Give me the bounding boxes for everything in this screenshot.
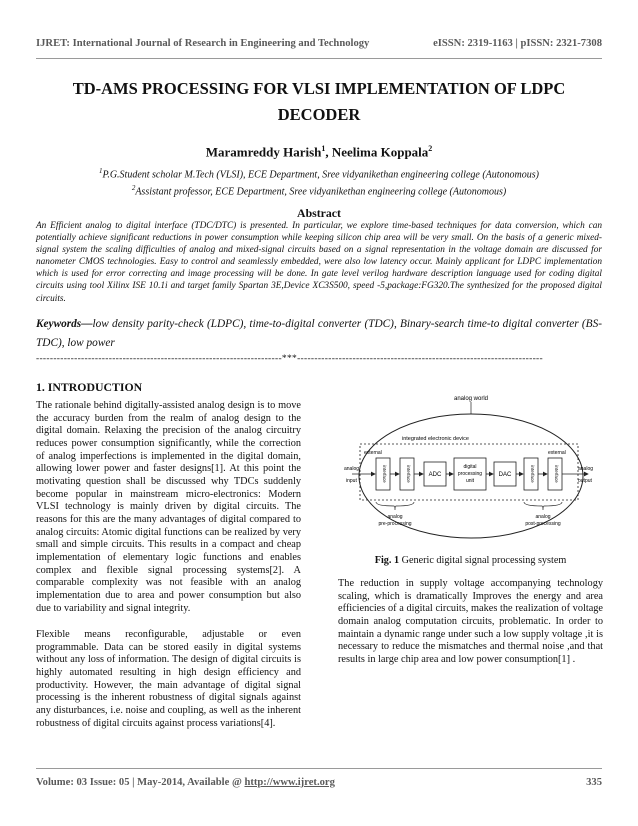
abstract-heading: Abstract bbox=[297, 206, 341, 220]
adc-label: ADC bbox=[428, 472, 442, 478]
journal-header: IJRET: International Journal of Research in Engineering and Technology bbox=[36, 38, 370, 49]
keywords bbox=[36, 315, 602, 353]
affiliation-1-sup: 1 bbox=[99, 167, 103, 175]
issn-header: eISSN: 2319-1163 | pISSN: 2321-7308 bbox=[433, 38, 602, 49]
author-line bbox=[36, 144, 602, 160]
analog-input-label-2: input bbox=[346, 478, 357, 484]
affiliation-1 bbox=[36, 165, 602, 182]
generic-dsp-figure bbox=[338, 392, 603, 544]
integrated-device-label: integrated electronic device bbox=[402, 436, 469, 442]
interface-label-3: interface bbox=[530, 465, 535, 483]
keywords-dash: — bbox=[81, 318, 93, 330]
interface-label-1: interface bbox=[382, 465, 387, 483]
affiliation-1-text: P.G.Student scholar M.Tech (VLSI), ECE Department, Sree vidyanikethan engineering college (Autonomous) bbox=[102, 169, 539, 181]
keywords-text: low density parity-check (LDPC), time-to-digital converter (TDC), Binary-search time-to digital converter (BS-TDC), low power bbox=[36, 318, 602, 349]
affiliation-2 bbox=[36, 182, 602, 199]
dsp-label-1: digital bbox=[463, 464, 477, 470]
footer-volume-text: Volume: 03 Issue: 05 | May-2014, Available @ bbox=[36, 777, 245, 788]
page-number: 335 bbox=[586, 777, 602, 788]
interface-label-4: interface bbox=[554, 465, 559, 483]
intro-paragraph-2: Flexible means reconfigurable, adjustable or even programmable. Data can be stored easily in digital systems without any loss of information. The design of digital circuits is highly automated resulting in high design efficiency and productivity. However, the main advantage of digital signal processing is the inherent robustness of digital signals against any disturbances, i.e. noise and coupling, as well as the inherent robustness of digital circuits against process variations[4]. bbox=[36, 629, 301, 729]
post-processing-brace bbox=[524, 502, 562, 510]
external-label-right: external bbox=[548, 450, 566, 456]
paper-title: TD-AMS PROCESSING FOR VLSI IMPLEMENTATION OF LDPC DECODER bbox=[72, 79, 566, 124]
author-separator: , bbox=[325, 144, 332, 160]
section-divider: -----------------------------------------------------------------------***----------------------------------------------------------------------- bbox=[36, 354, 543, 364]
journal-url-link[interactable]: http://www.ijret.org bbox=[244, 777, 335, 788]
analog-output-label-2: output bbox=[578, 478, 592, 484]
affiliations bbox=[36, 165, 602, 198]
dsp-label-3: unit bbox=[465, 478, 475, 484]
footer-volume bbox=[36, 777, 335, 788]
dac-label: DAC bbox=[498, 472, 512, 478]
author-2: Neelima Koppala bbox=[331, 144, 429, 160]
figure-caption bbox=[338, 555, 603, 566]
post-processing-label-1: analog bbox=[535, 514, 551, 520]
affiliation-2-text: Assistant professor, ECE Department, Sree vidyanikethan engineering college (Autonomous) bbox=[135, 185, 507, 197]
intro-paragraph-3: The reduction in supply voltage accompanying technology scaling, which is dramatically Improves the energy and area efficiencies of a digital circuits, makes the realization of voltage domain analog computation circuits, problematic. In order to maintain a dynamic range under such a low supply voltage ,it is necessary to reduce the mismatches and thermal noise ,and that results in large chip area and low power consumption[1] . bbox=[338, 578, 603, 665]
pre-processing-label-2: pre-processing bbox=[378, 521, 412, 527]
figure-caption-text: Generic digital signal processing system bbox=[399, 555, 567, 566]
external-label-left: external bbox=[364, 450, 382, 456]
analog-world-label: analog world bbox=[453, 396, 489, 402]
header-rule bbox=[36, 58, 602, 59]
abstract-text: An Efficient analog to digital interface (TDC/DTC) is presented. In particular, we explore time-based techniques for data conversion, which can potentially achieve significant reductions in power consumption while keeping silicon chip area will be very small. On the basis of a generic mixed-signal system the scaling difficulties of analog and mixed-signal circuits based on a signal representation in the voltage domain are discussed for nanometer CMOS technologies. Easy to control and seamlessly embedded, were also low latency occur. Mainly applicant for LDPC implementation which is used for error correcting and image processing will be done. In gate level verilog hardware description language used for coding digital circuits using tool Xilinx ISE 10.1i and target family Spartan 3E,Device XC3S500, speed -5,package:FG320.The synthesized for the proposed digital circuits. bbox=[36, 221, 602, 304]
intro-paragraph-1: The rationale behind digitally-assisted analog design is to move the accuracy burden from the realm of analog design to the digital domain. Relaxing the precision of the analog circuitry reduces power consumption significantly, while the correction of analog imperfections is implemented in the digital domain, allowing lower power and faster designs[1]. At this point the motivating question shall be discussed why TDCs suddenly become popular in mainstream micro-electronics: Modern VLSI technology is mainly driven by digital circuits. The reasons for this are the many advantages of digital compared to analog circuits: Atomic digital functions can be realized by very small and simple circuits. This results in a compact and cheap implementation of elementary logic functions and enables complex and flexible signal processing systems[2]. A comparable complexity was not feasible with an analog implementation due to area and power consumption but also due to variability and signal integrity. bbox=[36, 400, 301, 614]
introduction-heading: 1. INTRODUCTION bbox=[36, 380, 143, 394]
affiliation-2-sup: 2 bbox=[131, 183, 136, 192]
figure-label: Fig. 1 bbox=[374, 555, 400, 566]
dsp-label-2: processing bbox=[457, 471, 483, 477]
analog-output-label-1: analog bbox=[578, 466, 594, 472]
pre-processing-label-1: analog bbox=[387, 514, 403, 520]
author-1-sup: 1 bbox=[321, 144, 326, 153]
interface-label-2: interface bbox=[406, 465, 411, 483]
keywords-label: Keywords bbox=[36, 318, 82, 330]
author-2-sup: 2 bbox=[428, 144, 433, 153]
pre-processing-brace bbox=[376, 502, 414, 510]
analog-input-label-1: analog bbox=[344, 466, 360, 472]
post-processing-label-2: post-processing bbox=[525, 521, 561, 527]
footer-rule bbox=[36, 768, 602, 769]
author-1: Maramreddy Harish bbox=[205, 144, 322, 160]
